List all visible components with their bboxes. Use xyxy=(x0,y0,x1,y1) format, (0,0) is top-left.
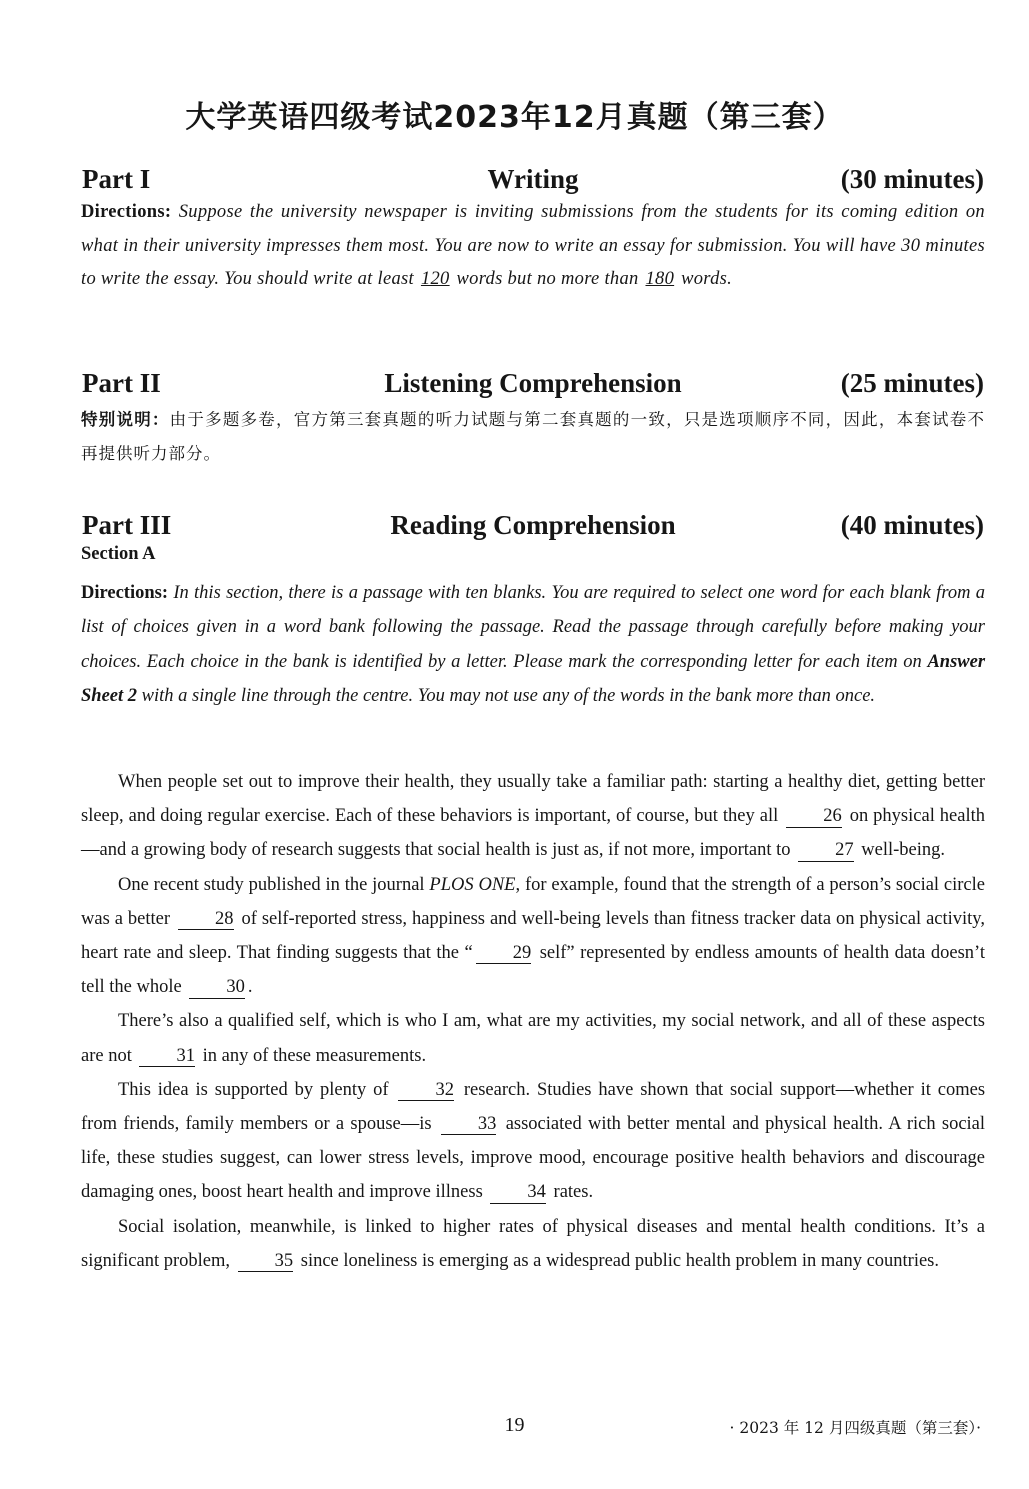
part3-directions xyxy=(81,576,985,713)
blank-30: 30 xyxy=(189,977,245,998)
blank-32: 32 xyxy=(398,1080,454,1101)
passage-paragraph xyxy=(81,868,985,1005)
directions-text: with a single line through the centre. You may not use any of the words in the bank more than once. xyxy=(141,685,876,706)
section-a-heading: Section A xyxy=(81,544,156,564)
footer-running-title: · 2023 年 12 月四级真题（第三套）· xyxy=(729,1419,981,1437)
passage-paragraph xyxy=(81,765,985,868)
min-words: 120 xyxy=(420,269,450,289)
blank-33: 33 xyxy=(441,1114,497,1135)
answer-sheet-label: Answer Sheet 2 xyxy=(81,651,986,706)
blank-29: 29 xyxy=(476,943,532,964)
blank-31: 31 xyxy=(139,1046,195,1067)
reading-passage xyxy=(81,765,985,1278)
passage-text: There’s also a qualified self, which is who I am, what are my activities, my social network, and all of these aspects are not xyxy=(81,1011,985,1066)
passage-text: since loneliness is emerging as a widespread public health problem in many countries. xyxy=(300,1250,940,1271)
part3-label: Part III xyxy=(82,510,172,540)
note-text: 由于多题多卷，官方第三套真题的听力试题与第二套真题的一致，只是选项顺序不同，因此，本套试卷不再提供听力部分。 xyxy=(81,410,986,463)
passage-text: rates. xyxy=(553,1182,594,1203)
directions-text: words but no more than xyxy=(456,269,639,289)
part1-label: Part I xyxy=(82,164,151,194)
directions-label: Directions: xyxy=(81,202,172,222)
blank-28: 28 xyxy=(178,909,234,930)
blank-26: 26 xyxy=(786,806,842,827)
passage-text: This idea is supported by plenty of xyxy=(118,1079,389,1100)
part1-directions xyxy=(81,196,985,297)
directions-text: Suppose the university newspaper is inviting submissions from the students for its coming edition on what in their university impresses them most. You are now to write an essay for submission. You will have 30 minutes to write the essay. You should write at least xyxy=(81,202,985,289)
passage-text: associated with better mental and physical health. A rich social life, these studies suggest, can lower stress levels, improve mood, encourage positive health behaviors and discourage damaging ones, boost heart health and improve illness xyxy=(81,1114,986,1203)
passage-paragraph xyxy=(81,1004,985,1072)
directions-text: In this section, there is a passage with ten blanks. You are required to select one word for each blank from a list of choices given in a word bank following the passage. Read the passage through carefully before making your choices. Each choice in the bank is identified by a letter. Please mark the corresponding letter for each item on xyxy=(81,583,985,672)
blank-35: 35 xyxy=(238,1251,294,1272)
passage-text: , for example, found that the strength of a person’s social circle was a better xyxy=(81,874,985,929)
passage-text: . xyxy=(247,977,253,998)
journal-name: PLOS ONE xyxy=(429,874,516,895)
directions-text: words. xyxy=(681,269,733,289)
part2-name: Listening Comprehension xyxy=(384,368,682,398)
directions-label: Directions: xyxy=(81,583,168,603)
part2-time: (25 minutes) xyxy=(840,368,984,398)
part3-time: (40 minutes) xyxy=(840,510,984,540)
passage-paragraph xyxy=(81,1073,985,1210)
note-label: 特别说明： xyxy=(81,410,170,429)
blank-34: 34 xyxy=(490,1182,546,1203)
part1-header xyxy=(82,164,984,198)
passage-paragraph xyxy=(81,1210,985,1278)
max-words: 180 xyxy=(645,269,675,289)
passage-text: in any of these measurements. xyxy=(202,1045,427,1066)
part1-time: (30 minutes) xyxy=(840,164,984,194)
passage-text: research. Studies have shown that social support—whether it comes from friends, family members or a spouse—is xyxy=(81,1079,986,1135)
passage-text: Social isolation, meanwhile, is linked to higher rates of physical diseases and mental health conditions. It’s a significant problem, xyxy=(81,1216,985,1271)
passage-text: When people set out to improve their health, they usually take a familiar path: starting a healthy diet, getting better sleep, and doing regular exercise. Each of these behaviors is important, of course, but they all xyxy=(81,772,985,827)
page-title: 大学英语四级考试2023年12月真题（第三套） xyxy=(185,100,844,135)
page-number: 19 xyxy=(504,1414,525,1436)
passage-text: of self-reported stress, happiness and well-being levels than fitness tracker data on physical activity, heart rate and sleep. That finding suggests that the “ xyxy=(81,908,985,964)
passage-text: One recent study published in the journal xyxy=(118,874,425,895)
part2-note xyxy=(81,403,985,471)
part2-label: Part II xyxy=(82,368,161,398)
part1-name: Writing xyxy=(487,164,579,194)
passage-text: on physical health—and a growing body of research suggests that social health is just as, if not more, important to xyxy=(81,806,986,861)
passage-text: self” represented by endless amounts of health data doesn’t tell the whole xyxy=(81,943,985,998)
part2-header xyxy=(82,368,984,402)
part3-header xyxy=(82,510,984,544)
blank-27: 27 xyxy=(798,840,854,861)
passage-text: well-being. xyxy=(861,840,946,861)
part3-name: Reading Comprehension xyxy=(390,510,676,540)
